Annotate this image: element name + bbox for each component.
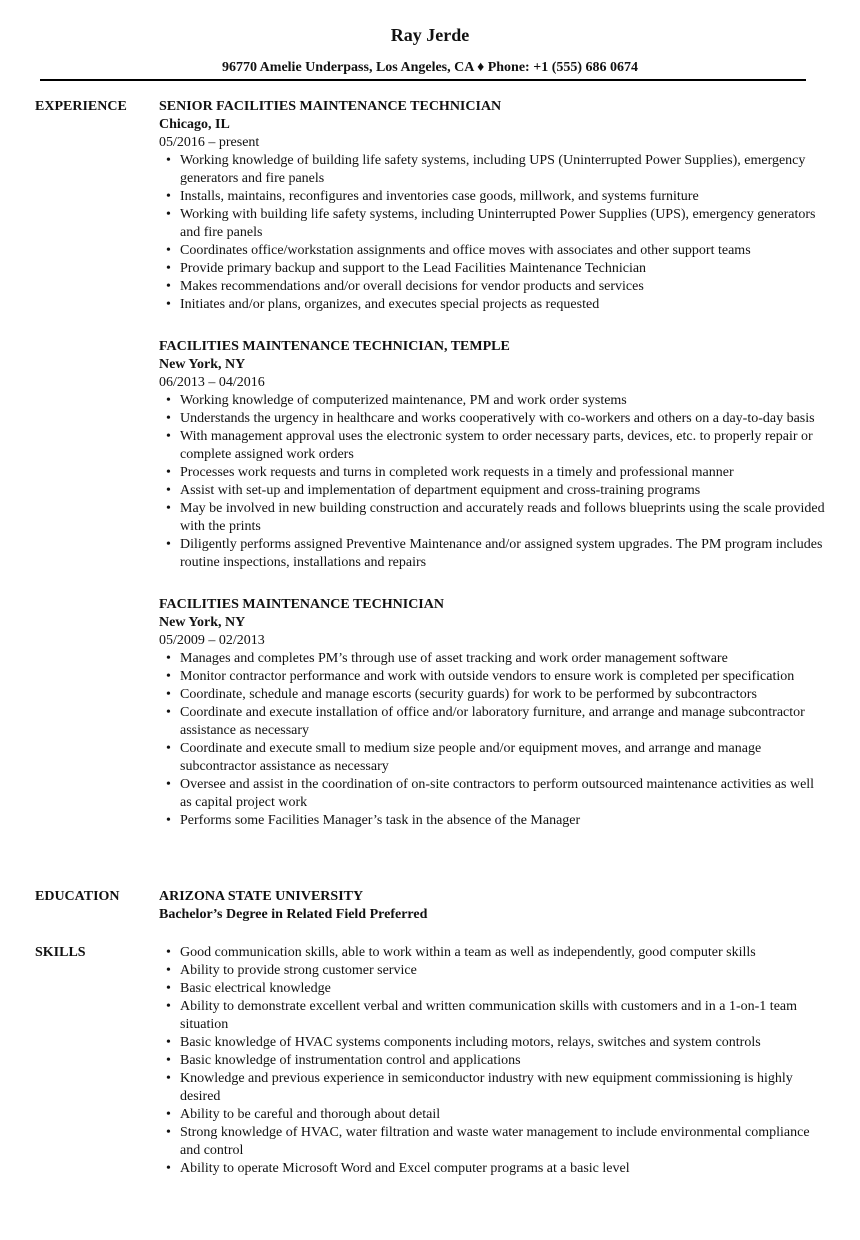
skill-item: • Basic knowledge of HVAC systems components including motors, relays, switches and system controls	[180, 1034, 825, 1052]
bullet-item: • Coordinate and execute small to medium size people and/or equipment moves, and arrange and manage subcontractor assistance as necessary	[180, 740, 825, 776]
bullet-item: • Understands the urgency in healthcare and works cooperatively with co-workers and others on a day-to-day basis	[180, 410, 825, 428]
job-dates: 06/2013 – 04/2016	[159, 375, 265, 390]
job-location: New York, NY	[159, 357, 246, 372]
job-bullets	[159, 152, 825, 314]
skill-item: • Ability to operate Microsoft Word and Excel computer programs at a basic level	[180, 1160, 825, 1178]
skill-item: • Ability to demonstrate excellent verbal and written communication skills with customers and in a 1-on-1 team situation	[180, 998, 825, 1034]
bullet-item: • Coordinates office/workstation assignments and office moves with associates and other support teams	[180, 242, 825, 260]
bullet-item: • Coordinate and execute installation of office and/or laboratory furniture, and arrange and manage subcontractor assistance as necessary	[180, 704, 825, 740]
skill-item: • Basic electrical knowledge	[180, 980, 825, 998]
candidate-name: Ray Jerde	[390, 25, 470, 45]
jobs-list	[159, 98, 825, 830]
skills-list	[159, 944, 825, 1178]
section-label-experience: EXPERIENCE	[35, 99, 127, 114]
education-section	[35, 888, 825, 924]
job-entry	[159, 98, 825, 314]
bullet-item: • Oversee and assist in the coordination of on-site contractors to perform outsourced maintenance activities as well as capital project work	[180, 776, 825, 812]
job-location: New York, NY	[159, 615, 246, 630]
bullet-item: • Performs some Facilities Manager’s task in the absence of the Manager	[180, 812, 825, 830]
bullet-item: • Makes recommendations and/or overall decisions for vendor products and services	[180, 278, 825, 296]
skill-item: • Strong knowledge of HVAC, water filtration and waste water management to include environmental compliance and control	[180, 1124, 825, 1160]
skill-item: • Good communication skills, able to work within a team as well as independently, good computer skills	[180, 944, 825, 962]
bullet-item: • May be involved in new building construction and accurately reads and follows blueprints using the scale provided with the prints	[180, 500, 825, 536]
job-dates: 05/2016 – present	[159, 135, 260, 150]
section-label-skills: SKILLS	[35, 945, 86, 960]
job-title: SENIOR FACILITIES MAINTENANCE TECHNICIAN	[159, 99, 502, 114]
bullet-item: • Coordinate, schedule and manage escorts (security guards) for work to be performed by subcontractors	[180, 686, 825, 704]
header-divider	[40, 79, 806, 81]
bullet-item: • Initiates and/or plans, organizes, and executes special projects as requested	[180, 296, 825, 314]
bullet-item: • Working knowledge of building life safety systems, including UPS (Uninterrupted Power Supplies), emergency generators and fire panels	[180, 152, 825, 188]
bullet-item: • Monitor contractor performance and work with outside vendors to ensure work is completed per specification	[180, 668, 825, 686]
skill-item: • Ability to provide strong customer service	[180, 962, 825, 980]
job-title: FACILITIES MAINTENANCE TECHNICIAN	[159, 597, 444, 612]
skill-item: • Ability to be careful and thorough about detail	[180, 1106, 825, 1124]
job-location: Chicago, IL	[159, 117, 230, 132]
experience-section	[35, 98, 825, 854]
job-entry	[159, 596, 825, 830]
job-bullets	[159, 650, 825, 830]
bullet-item: • Working with building life safety systems, including Uninterrupted Power Supplies (UPS), emergency generators and fire panels	[180, 206, 825, 242]
bullet-item: • Working knowledge of computerized maintenance, PM and work order systems	[180, 392, 825, 410]
section-label-education: EDUCATION	[35, 889, 120, 904]
bullet-item: • Processes work requests and turns in completed work requests in a timely and professional manner	[180, 464, 825, 482]
bullet-item: • Manages and completes PM’s through use of asset tracking and work order management software	[180, 650, 825, 668]
bullet-item: • With management approval uses the electronic system to order necessary parts, devices, etc. to properly repair or complete assigned work orders	[180, 428, 825, 464]
contact-line: 96770 Amelie Underpass, Los Angeles, CA ♦ Phone: +1 (555) 686 0674	[221, 60, 639, 75]
bullet-item: • Installs, maintains, reconfigures and inventories case goods, millwork, and systems furniture	[180, 188, 825, 206]
job-bullets	[159, 392, 825, 572]
bullet-item: • Diligently performs assigned Preventive Maintenance and/or assigned system upgrades. The PM program includes routine inspections, installations and repairs	[180, 536, 825, 572]
skill-item: • Basic knowledge of instrumentation control and applications	[180, 1052, 825, 1070]
job-title: FACILITIES MAINTENANCE TECHNICIAN, TEMPLE	[159, 339, 510, 354]
degree: Bachelor’s Degree in Related Field Preferred	[159, 907, 428, 922]
skills-section	[35, 944, 825, 1178]
school-name: ARIZONA STATE UNIVERSITY	[159, 889, 364, 904]
bullet-item: • Provide primary backup and support to the Lead Facilities Maintenance Technician	[180, 260, 825, 278]
job-entry	[159, 338, 825, 572]
bullet-item: • Assist with set-up and implementation of department equipment and cross-training programs	[180, 482, 825, 500]
job-dates: 05/2009 – 02/2013	[159, 633, 265, 648]
skill-item: • Knowledge and previous experience in semiconductor industry with new equipment commissioning is highly desired	[180, 1070, 825, 1106]
